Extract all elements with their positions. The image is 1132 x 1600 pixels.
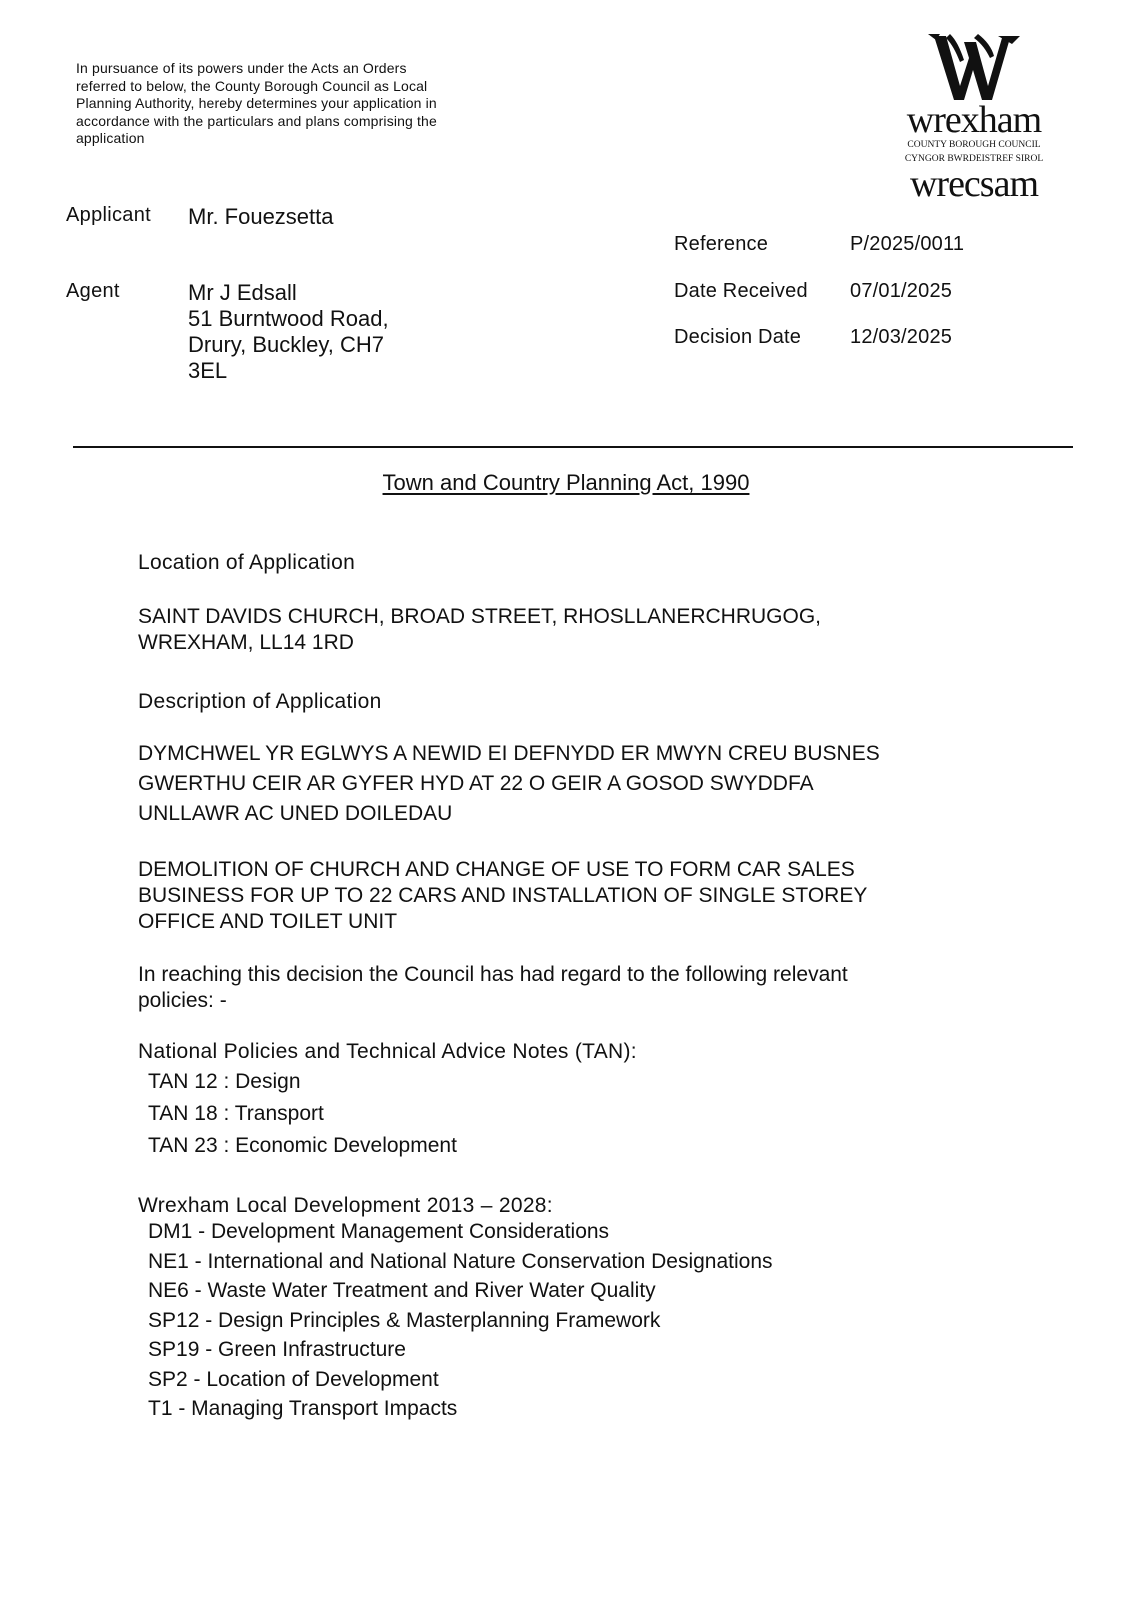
description-welsh: [138, 739, 1038, 829]
description-welsh-line: UNLLAWR AC UNED DOILEDAU: [138, 802, 453, 825]
section-divider: [73, 446, 1073, 448]
policy-item: SP12 - Design Principles & Masterplanning Framework: [148, 1308, 661, 1332]
intro-paragraph: In pursuance of its powers under the Acts an Orders referred to below, the County Borough Council as Local Planning Authority, hereby determines your application in accordance with the particulars and plans comprising the application: [76, 60, 437, 146]
date-received-label: Date Received: [674, 280, 808, 302]
national-policies-heading: National Policies and Technical Advice Notes (TAN):: [138, 1040, 637, 1063]
act-title: Town and Country Planning Act, 1990: [382, 470, 750, 495]
policy-item: T1 - Managing Transport Impacts: [148, 1397, 458, 1420]
wrexham-w-mark-icon: [894, 30, 1054, 102]
location-line: WREXHAM, LL14 1RD: [138, 631, 354, 654]
wrexham-council-logo: [894, 30, 1054, 205]
logo-council-cy: CYNGOR BWRDEISTREF SIROL: [904, 154, 1044, 164]
location-address: [138, 604, 1038, 656]
applicant-name: Mr. Fouezsetta: [188, 204, 334, 229]
policy-item: DM1 - Development Management Considerations: [148, 1220, 610, 1243]
logo-wordmark-en: wrexham: [906, 99, 1042, 141]
agent-address-line: Mr J Edsall: [188, 280, 297, 305]
agent-address-line: Drury, Buckley, CH7: [188, 332, 385, 357]
agent-address: [188, 280, 389, 384]
policy-item: SP19 - Green Infrastructure: [148, 1338, 406, 1361]
policy-item: TAN 12 : Design: [148, 1070, 301, 1093]
agent-address-line: 3EL: [188, 358, 228, 383]
reference-label: Reference: [674, 233, 769, 255]
description-heading: Description of Application: [138, 690, 382, 713]
reference-value: P/2025/0011: [850, 233, 965, 255]
local-policies-list: [138, 1217, 1038, 1424]
date-received-value: 07/01/2025: [850, 280, 953, 302]
description-english: [138, 857, 1038, 935]
applicant-label: Applicant: [66, 204, 151, 226]
agent-label: Agent: [66, 280, 120, 302]
description-english-line: BUSINESS FOR UP TO 22 CARS AND INSTALLATION OF SINGLE STOREY: [138, 884, 868, 907]
description-english-line: DEMOLITION OF CHURCH AND CHANGE OF USE TO FORM CAR SALES: [138, 858, 855, 881]
national-policies-list: [138, 1066, 1038, 1162]
description-english-line: OFFICE AND TOILET UNIT: [138, 910, 398, 933]
decision-date-label: Decision Date: [674, 326, 802, 348]
policy-item: TAN 18 : Transport: [148, 1102, 324, 1125]
description-welsh-line: DYMCHWEL YR EGLWYS A NEWID EI DEFNYDD ER MWYN CREU BUSNES: [138, 742, 880, 765]
logo-council-en: COUNTY BOROUGH COUNCIL: [907, 140, 1041, 150]
logo-wordmark-cy: wrecsam: [909, 163, 1039, 205]
description-welsh-line: GWERTHU CEIR AR GYFER HYD AT 22 O GEIR A GOSOD SWYDDFA: [138, 772, 814, 795]
agent-address-line: 51 Burntwood Road,: [188, 306, 389, 331]
regard-line: policies: -: [138, 989, 227, 1012]
decision-date-value: 12/03/2025: [850, 326, 953, 348]
policy-item: TAN 23 : Economic Development: [148, 1134, 457, 1157]
policy-item: SP2 - Location of Development: [148, 1367, 439, 1391]
location-line: SAINT DAVIDS CHURCH, BROAD STREET, RHOSLLANERCHRUGOG,: [138, 605, 821, 628]
policy-item: NE1 - International and National Nature Conservation Designations: [148, 1249, 773, 1273]
local-policies-heading: Wrexham Local Development 2013 – 2028:: [138, 1194, 553, 1217]
policy-item: NE6 - Waste Water Treatment and River Water Quality: [148, 1279, 656, 1302]
regard-statement: [138, 962, 1038, 1014]
location-heading: Location of Application: [138, 551, 356, 574]
regard-line: In reaching this decision the Council has had regard to the following relevant: [138, 963, 848, 986]
